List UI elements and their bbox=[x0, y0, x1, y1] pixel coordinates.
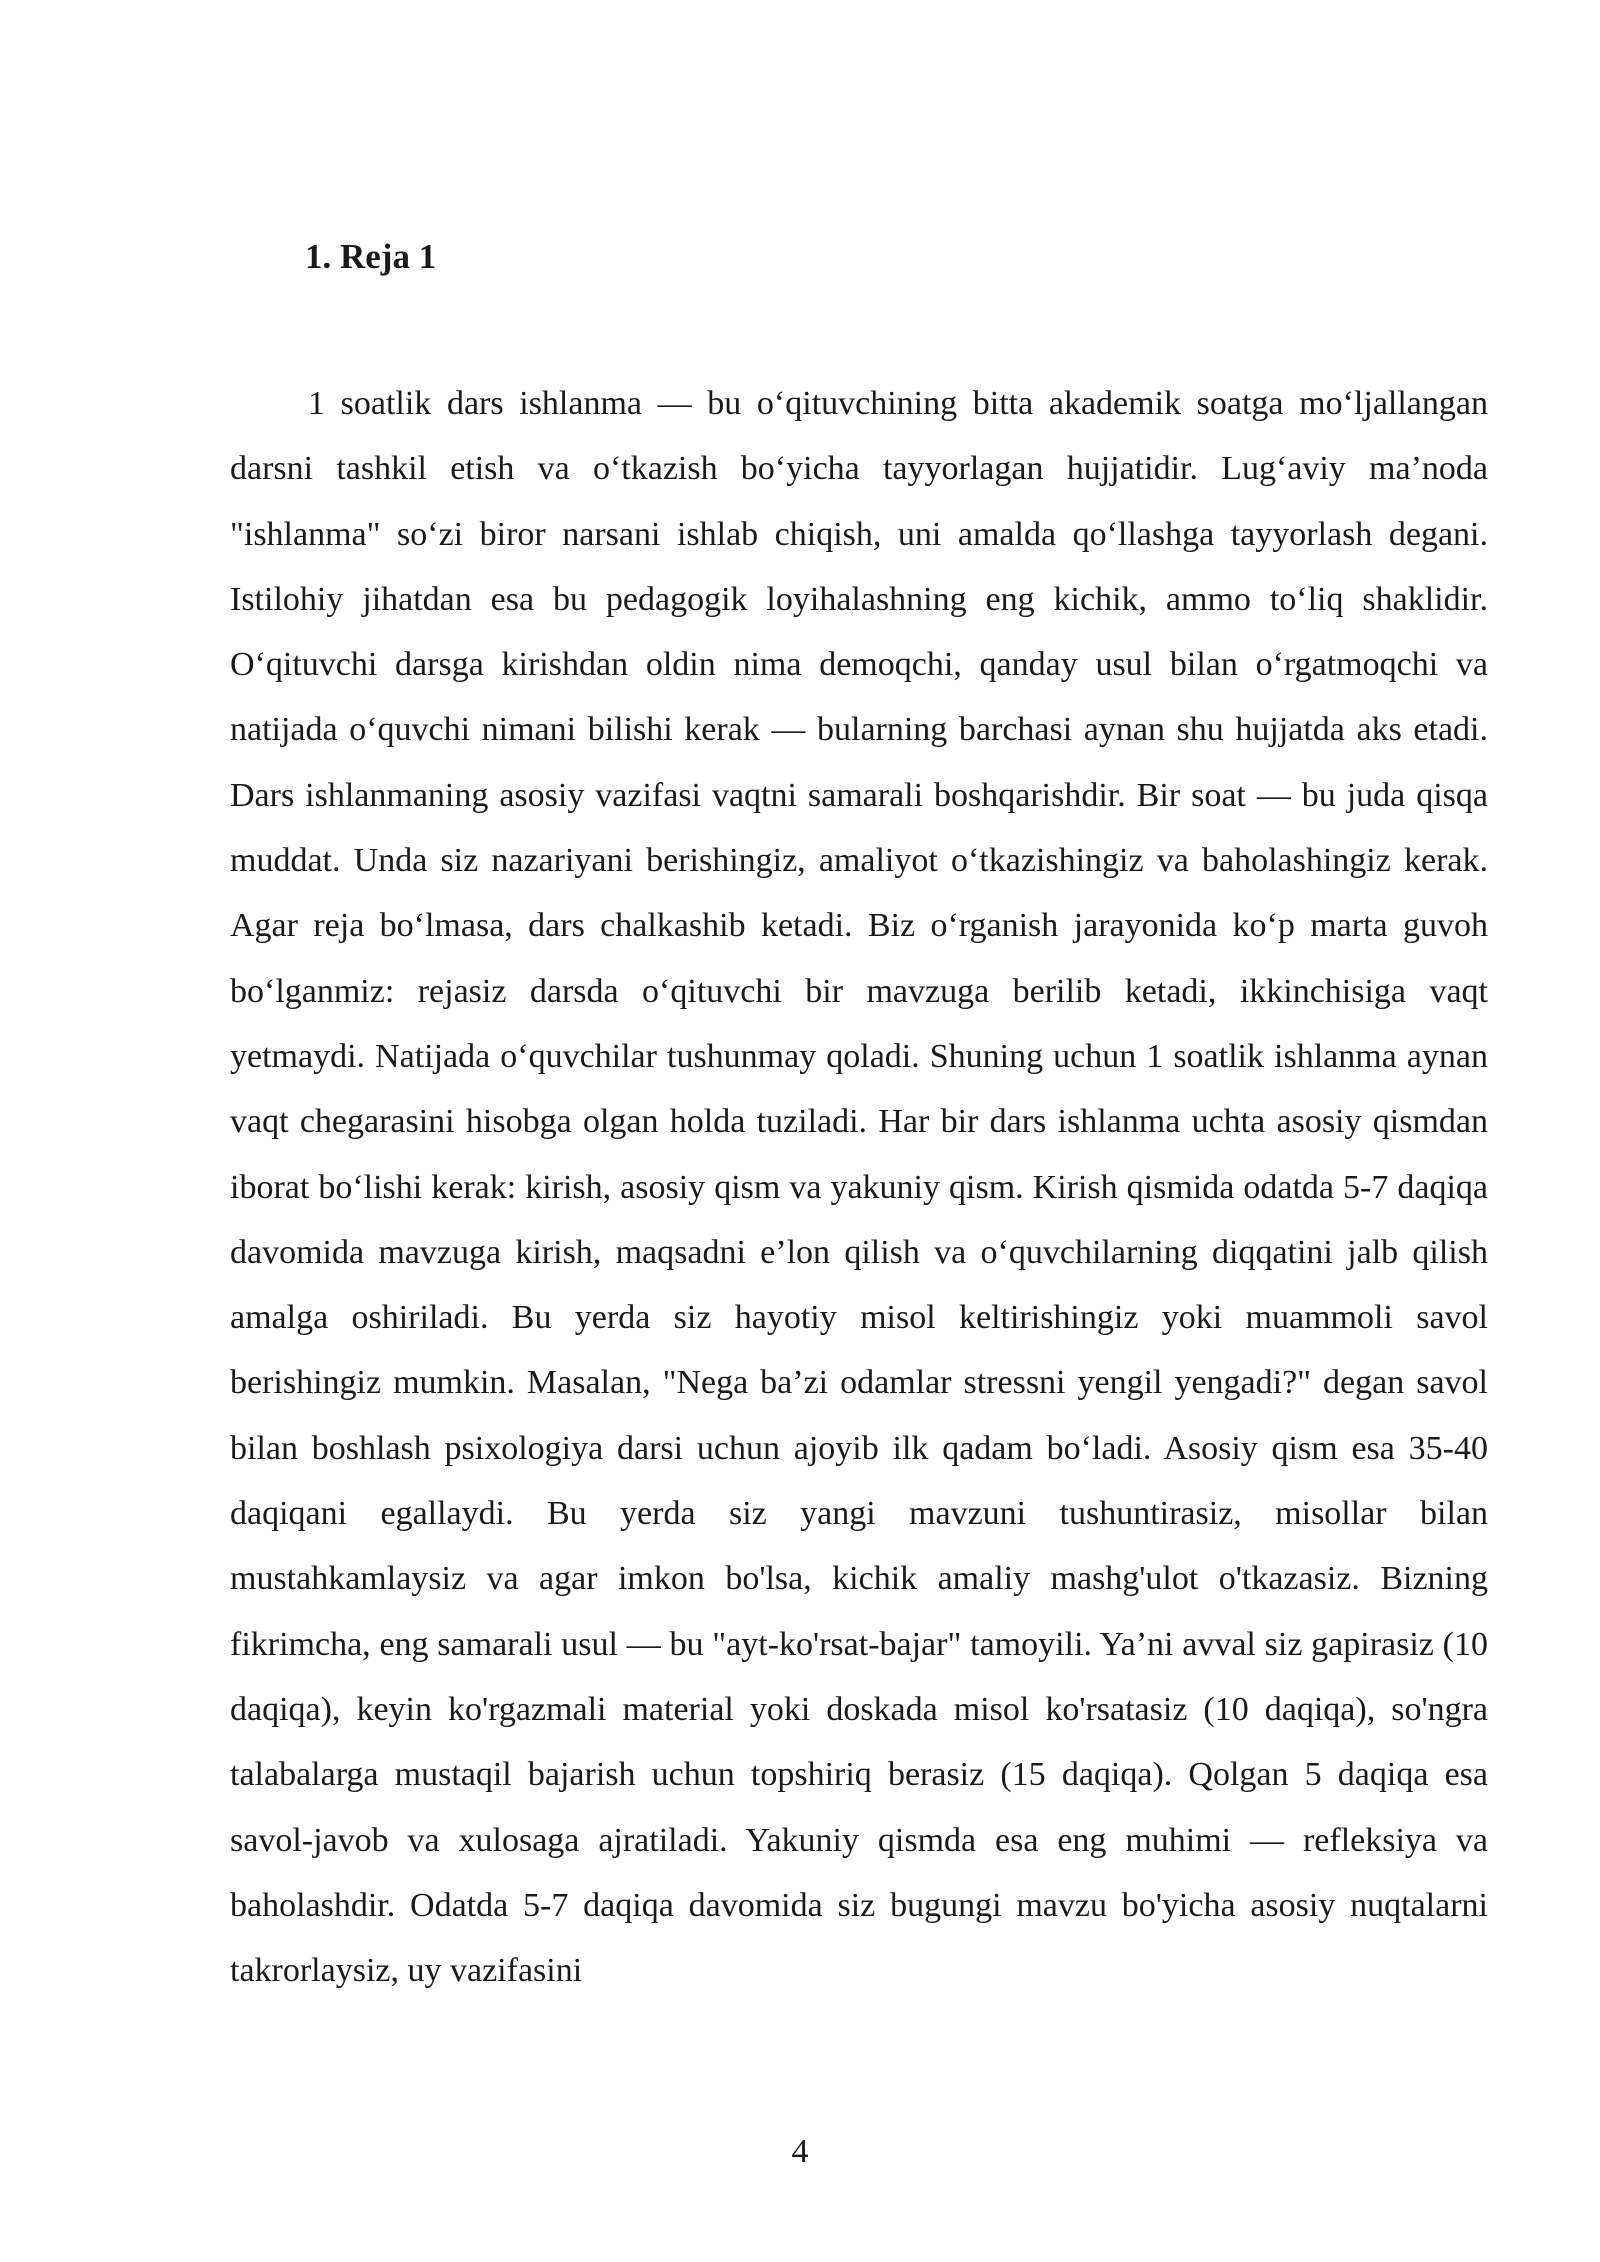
section-heading: 1. Reja 1 bbox=[305, 237, 437, 276]
page-number: 4 bbox=[791, 2133, 809, 2170]
body-paragraph: 1 soatlik dars ishlanma — bu o‘qituvchining bitta akademik soatga mo‘ljallangan darsni tashkil etish va o‘tkazish bo‘yicha tayyorlagan hujjatidir. Lug‘aviy ma’noda "ishlanma" so‘zi biror narsani ishlab chiqish, uni amalda qo‘llashga tayyorlash degani. Istilohiy jihatdan esa bu pedagogik loyihalashning eng kichik, ammo to‘liq shaklidir. O‘qituvchi darsga kirishdan oldin nima demoqchi, qanday usul bilan o‘rgatmoqchi va natijada o‘quvchi nimani bilishi kerak — bularning barchasi aynan shu hujjatda aks etadi. Dars ishlanmaning asosiy vazifasi vaqtni samarali boshqarishdir. Bir soat — bu juda qisqa muddat. Unda siz nazariyani berishingiz, amaliyot o‘tkazishingiz va baholashingiz kerak. Agar reja bo‘lmasa, dars chalkashib ketadi. Biz o‘rganish jarayonida ko‘p marta guvoh bo‘lganmiz: rejasiz darsda o‘qituvchi bir mavzuga berilib ketadi, ikkinchisiga vaqt yetmaydi. Natijada o‘quvchilar tushunmay qoladi. Shuning uchun 1 soatlik ishlanma aynan vaqt chegarasini hisobga olgan holda tuziladi. Har bir dars ishlanma uchta asosiy qismdan iborat bo‘lishi kerak: kirish, asosiy qism va yakuniy qism. Kirish qismida odatda 5-7 daqiqa davomida mavzuga kirish, maqsadni e’lon qilish va o‘quvchilarning diqqatini jalb qilish amalga oshiriladi. Bu yerda siz hayotiy misol keltirishingiz yoki muammoli savol berishingiz mumkin. Masalan, "Nega ba’zi odamlar stressni yengil yengadi?" degan savol bilan boshlash psixologiya darsi uchun ajoyib ilk qadam bo‘ladi. Asosiy qism esa 35-40 daqiqani egallaydi. Bu yerda siz yangi mavzuni tushuntirasiz, misollar bilan mustahkamlaysiz va agar imkon bo'lsa, kichik amaliy mashg'ulot o'tkazasiz. Bizning fikrimcha, eng samarali usul — bu "ayt-ko'rsat-bajar" tamoyili. Ya’ni avval siz gapirasiz (10 daqiqa), keyin ko'rgazmali material yoki doskada misol ko'rsatasiz (10 daqiqa), so'ngra talabalarga mustaqil bajarish uchun topshiriq berasiz (15 daqiqa). Qolgan 5 daqiqa esa savol-javob va xulosaga ajratiladi. Yakuniy qismda esa eng muhimi — refleksiya va baholashdir. Odatda 5-7 daqiqa davomida siz bugungi mavzu bo'yicha asosiy nuqtalarni takrorlaysiz, uy vazifasini bbox=[230, 385, 1488, 1990]
